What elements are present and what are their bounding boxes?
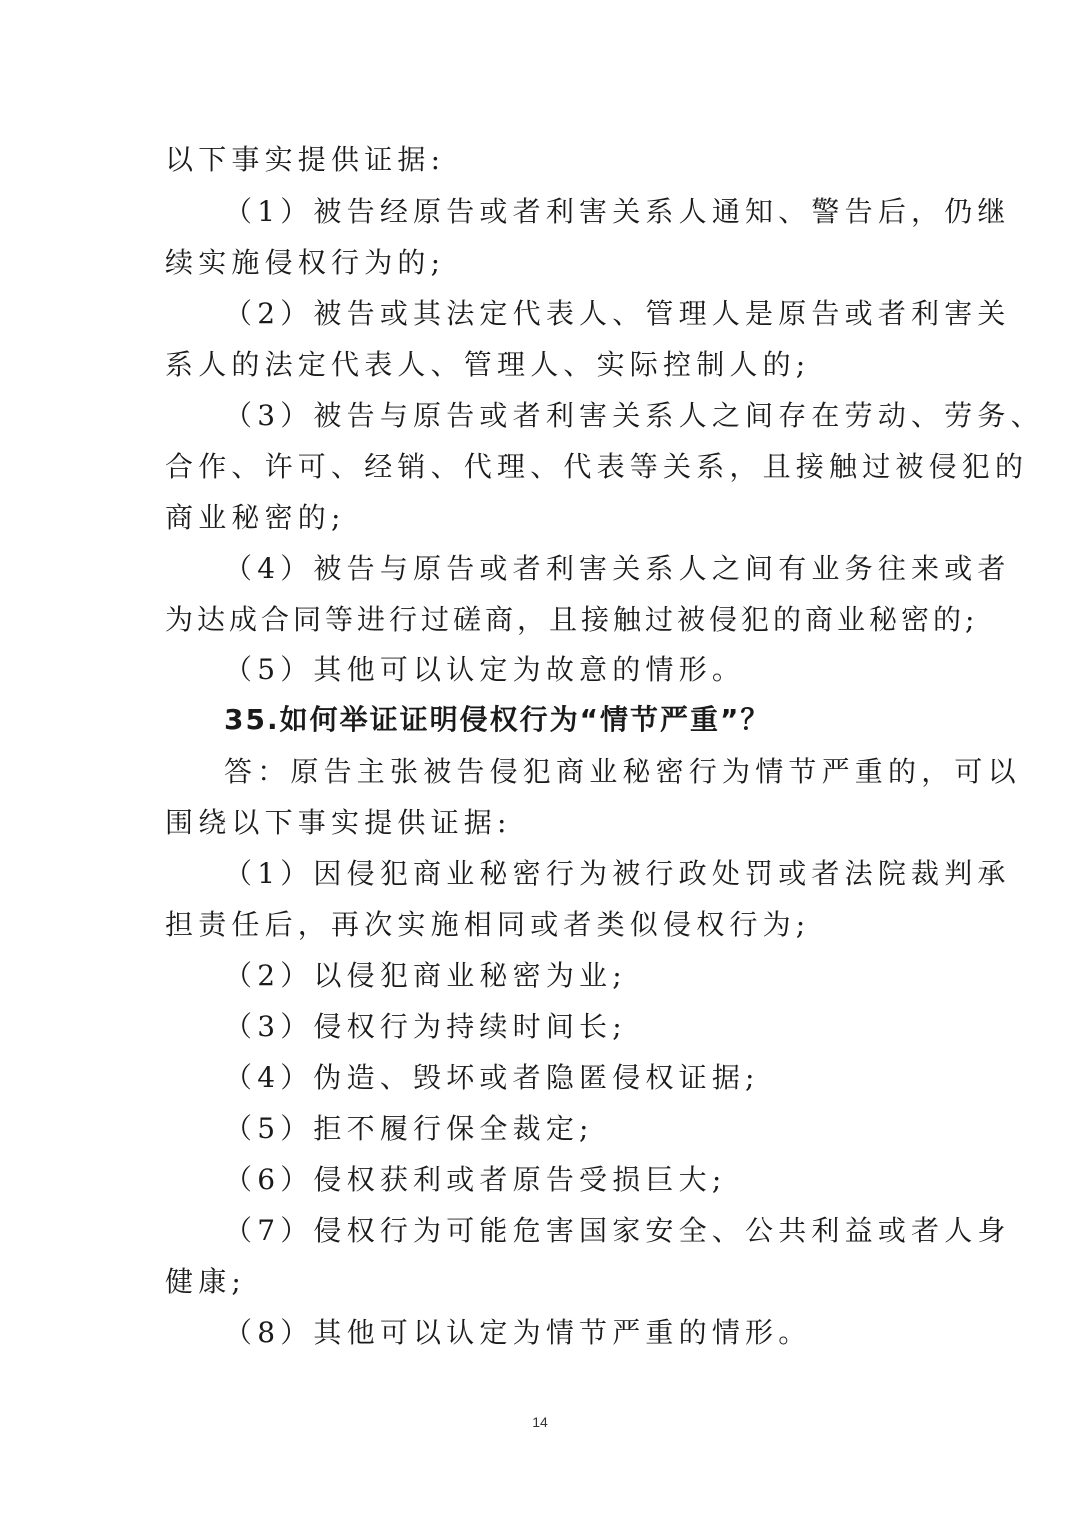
list-item-1-continuation: 续实施侵权行为的; xyxy=(165,246,446,279)
section-heading: 35.如何举证证明侵权行为“情节严重”？ xyxy=(224,703,771,736)
list-item-1-line: （1）被告经原告或者利害关系人通知、警告后，仍继 xyxy=(224,195,1011,228)
criteria-item-7-line: （7）侵权行为可能危害国家安全、公共利益或者人身 xyxy=(224,1214,1011,1247)
criteria-item-4-line: （4）伪造、毁坏或者隐匿侵权证据; xyxy=(224,1061,760,1094)
criteria-item-7-continuation: 健康; xyxy=(165,1265,247,1298)
list-item-4-line: （4）被告与原告或者利害关系人之间有业务往来或者 xyxy=(224,552,1011,585)
answer-line: 答：原告主张被告侵犯商业秘密行为情节严重的，可以 xyxy=(224,755,1021,788)
list-item-2-line: （2）被告或其法定代表人、管理人是原告或者利害关 xyxy=(224,297,1011,330)
criteria-item-8-line: （8）其他可以认定为情节严重的情形。 xyxy=(224,1316,812,1349)
criteria-item-1-line: （1）因侵犯商业秘密行为被行政处罚或者法院裁判承 xyxy=(224,857,1011,890)
page-number: 14 xyxy=(532,1414,548,1430)
list-item-3-continuation: 商业秘密的; xyxy=(165,501,346,534)
criteria-item-2-line: （2）以侵犯商业秘密为业; xyxy=(224,959,627,992)
criteria-item-6-line: （6）侵权获利或者原告受损巨大; xyxy=(224,1163,727,1196)
list-item-3-line: （3）被告与原告或者利害关系人之间存在劳动、劳务、 xyxy=(224,399,1044,432)
answer-continuation: 围绕以下事实提供证据: xyxy=(165,806,512,839)
criteria-item-1-continuation: 担责任后，再次实施相同或者类似侵权行为; xyxy=(165,908,811,941)
criteria-item-3-line: （3）侵权行为持续时间长; xyxy=(224,1010,627,1043)
list-item-5-line: （5）其他可以认定为故意的情形。 xyxy=(224,653,746,686)
list-item-3-continuation: 合作、许可、经销、代理、代表等关系，且接触过被侵犯的 xyxy=(165,450,1029,483)
list-item-2-continuation: 系人的法定代表人、管理人、实际控制人的; xyxy=(165,348,811,381)
list-item-4-continuation: 为达成合同等进行过磋商，且接触过被侵犯的商业秘密的; xyxy=(165,603,979,636)
criteria-item-5-line: （5）拒不履行保全裁定; xyxy=(224,1112,594,1145)
paragraph-line: 以下事实提供证据: xyxy=(165,143,446,176)
